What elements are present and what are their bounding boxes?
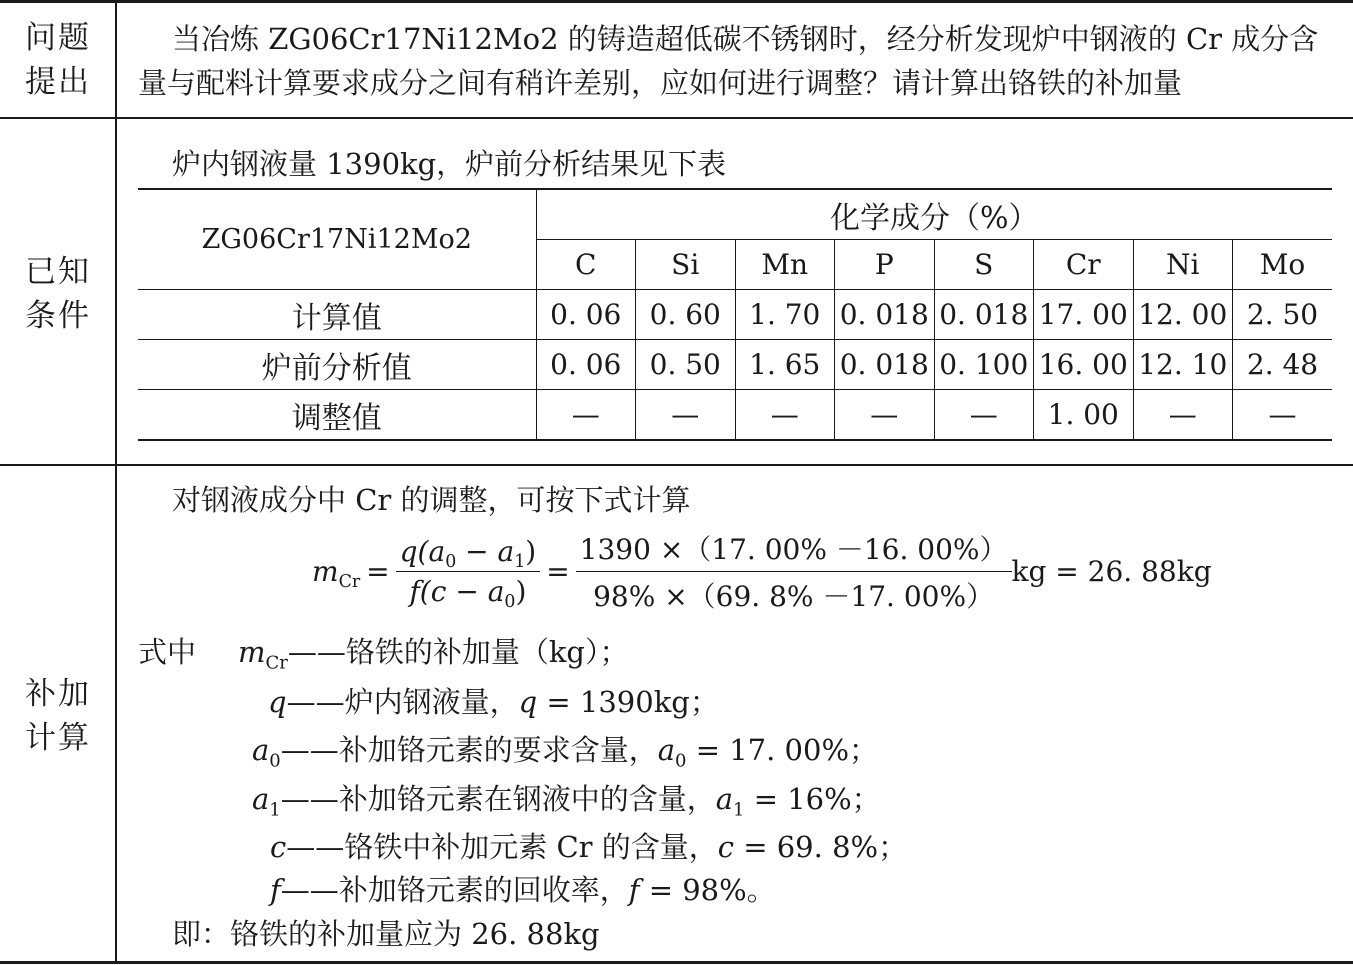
row-name: 调整值 (138, 390, 536, 441)
calc-intro: 对钢液成分中 Cr 的调整，可按下式计算 (172, 483, 691, 517)
grade-header: ZG06Cr17Ni12Mo2 (138, 189, 536, 290)
known-label-line1: 已知 (25, 254, 91, 290)
calc-label (0, 672, 116, 760)
problem-text-line1: 当冶炼 ZG06Cr17Ni12Mo2 的铸造超低碳不锈钢时，经分析发现炉中钢液的 Cr 成分含 (172, 22, 1319, 56)
definition-line: $a_1——$补加铬元素在钢液中的含量，$a_1 = 16\%$； (252, 782, 881, 821)
table-cell: — (636, 390, 736, 441)
composition-group-header: 化学成分（%） (536, 189, 1332, 240)
known-intro: 炉内钢液量 1390kg，炉前分析结果见下表 (172, 147, 727, 181)
label-column-divider (115, 0, 117, 962)
table-cell: — (536, 390, 636, 441)
definition-line: q——炉内钢液量，q = 1390kg； (268, 685, 719, 719)
table-cell: 17. 00 (1034, 290, 1134, 340)
table-cell: 0. 06 (536, 290, 636, 340)
calc-label-line2: 计算 (25, 720, 91, 756)
row-divider-2 (0, 464, 1353, 466)
numeric-numerator: 1390 ×（17. 00% －16. 00%） (576, 528, 1012, 572)
element-header: Cr (1034, 240, 1134, 290)
table-cell: — (1233, 390, 1333, 441)
table-row (138, 290, 1332, 340)
definition-line: $a_0——$补加铬元素的要求含量，$a_0 = 17$. 00%； (252, 733, 879, 772)
numeric-fraction (576, 528, 1012, 615)
table-cell: 16. 00 (1034, 340, 1134, 390)
symbolic-denominator: $f(c - a_0)$ (409, 575, 527, 613)
table-cell: 0. 06 (536, 340, 636, 390)
formula-lhs: $m_{Cr}$ (312, 555, 361, 593)
conclusion: 即：铬铁的补加量应为 26. 88kg (172, 917, 600, 951)
element-header: C (536, 240, 636, 290)
table-cell: 0. 60 (636, 290, 736, 340)
table-cell: — (735, 390, 835, 441)
table-cell: 0. 018 (835, 340, 935, 390)
table-cell: — (934, 390, 1034, 441)
element-header: Mn (735, 240, 835, 290)
table-cell: 1. 00 (1034, 390, 1134, 441)
known-label (0, 250, 116, 338)
row-name: 炉前分析值 (138, 340, 536, 390)
symbolic-numerator: $q(a_0 - a_1)$ (396, 535, 541, 572)
table-cell: 12. 10 (1133, 340, 1233, 390)
equals-sign: = (366, 555, 390, 588)
table-cell: 0. 018 (934, 290, 1034, 340)
bottom-border (0, 961, 1353, 964)
table-cell: 0. 018 (835, 290, 935, 340)
element-header: P (835, 240, 935, 290)
row-divider-1 (0, 117, 1353, 119)
numeric-denominator: 98% ×（69. 8% －17. 00%） (593, 580, 995, 613)
top-border (0, 0, 1353, 3)
definition-line: c——铬铁中补加元素 Cr 的含量，c = 69. 8%； (270, 830, 908, 864)
table-cell: 1. 70 (735, 290, 835, 340)
element-header: Mo (1233, 240, 1333, 290)
formula (312, 528, 1212, 615)
problem-label (0, 16, 116, 104)
problem-label-line2: 提出 (25, 64, 91, 100)
definition-line: $m_{Cr}——$铬铁的补加量（kg）； (238, 635, 629, 674)
table-cell: 2. 50 (1233, 290, 1333, 340)
element-header: Ni (1133, 240, 1233, 290)
element-header: Si (636, 240, 736, 290)
table-cell: 2. 48 (1233, 340, 1333, 390)
element-header: S (934, 240, 1034, 290)
table-cell: 0. 50 (636, 340, 736, 390)
calc-label-line1: 补加 (25, 676, 91, 712)
table-cell: — (1133, 390, 1233, 441)
table-cell: — (835, 390, 935, 441)
where-label: 式中 (138, 635, 197, 669)
formula-result: kg = 26. 88kg (1011, 555, 1212, 588)
row-name: 计算值 (138, 290, 536, 340)
known-label-line2: 条件 (25, 298, 91, 334)
table-cell: 0. 100 (934, 340, 1034, 390)
composition-table (138, 188, 1332, 441)
table-cell: 1. 65 (735, 340, 835, 390)
table-cell: 12. 00 (1133, 290, 1233, 340)
symbolic-fraction (396, 535, 541, 613)
equals-sign: = (546, 555, 570, 588)
table-row (138, 390, 1332, 441)
problem-text-line2: 量与配料计算要求成分之间有稍许差别，应如何进行调整？请计算出铬铁的补加量 (138, 66, 1183, 100)
problem-label-line1: 问题 (25, 20, 91, 56)
table-row (138, 340, 1332, 390)
definition-line: f——补加铬元素的回收率，f = 98%。 (270, 873, 776, 907)
